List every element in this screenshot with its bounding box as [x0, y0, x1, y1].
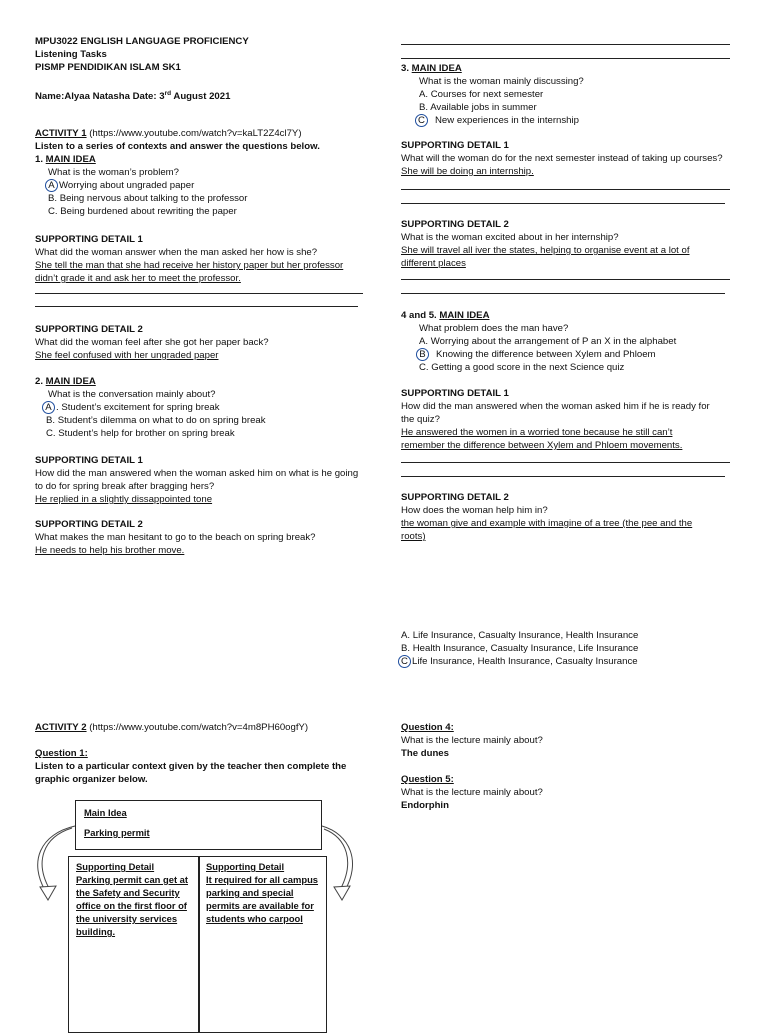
q45-question: What problem does the man have? — [419, 323, 569, 334]
q3-option-c — [415, 114, 579, 127]
q3-sd1-answer: She will be doing an internship. — [401, 166, 534, 177]
q3-sd2-answer-line1: She will travel all iver the states, helping to organise event at a lot of — [401, 245, 690, 256]
question4-answer: The dunes — [401, 748, 449, 759]
main-idea-box — [75, 800, 322, 850]
insurance-option-a: A. Life Insurance, Casualty Insurance, Health Insurance — [401, 630, 639, 641]
q1-option-a — [45, 179, 194, 192]
q1-sd2-question: What did the woman feel after she got her paper back? — [35, 337, 269, 348]
detail1-line: building. — [76, 926, 116, 937]
answer-rule — [401, 476, 725, 477]
q2-heading — [35, 375, 96, 388]
q3-heading — [401, 62, 462, 75]
question4-label: Question 4: — [401, 722, 454, 733]
q45-heading — [401, 309, 490, 322]
q3-sd1-heading: SUPPORTING DETAIL 1 — [401, 140, 509, 151]
detail2-line: students who carpool — [206, 913, 303, 924]
task-title: Listening Tasks — [35, 49, 107, 60]
answer-rule — [401, 203, 725, 204]
q45-option-a: A. Worrying about the arrangement of P an X in the alphabet — [419, 336, 677, 347]
q45-sd2-answer-line2: roots) — [401, 531, 426, 542]
answer-rule — [35, 306, 358, 307]
q45-option-b — [416, 348, 656, 361]
q3-option-a: A. Courses for next semester — [419, 89, 544, 100]
activity1-title: ACTIVITY 1 — [35, 128, 87, 139]
q3-sd1-question: What will the woman do for the next semester instead of taking up courses? — [401, 153, 723, 164]
q1-option-c: C. Being burdened about rewriting the paper — [48, 206, 237, 217]
question1-instruction-line2: graphic organizer below. — [35, 774, 148, 785]
question1-label: Question 1: — [35, 748, 88, 759]
insurance-option-c — [398, 655, 638, 668]
detail1-line: office on the first floor of — [76, 900, 187, 911]
insurance-option-b: B. Health Insurance, Casualty Insurance, Life Insurance — [401, 643, 639, 654]
answer-circle: A — [45, 179, 58, 192]
q45-sd1-question-line2: the quiz? — [401, 414, 440, 425]
date-superscript: rd — [164, 90, 172, 97]
main-idea-value: Parking permit — [84, 827, 150, 838]
q45-number: 4 and 5. — [401, 310, 440, 321]
q2-number: 2. — [35, 376, 46, 387]
left-arrow-head — [40, 886, 56, 900]
question5-label: Question 5: — [401, 774, 454, 785]
q2-option-a — [42, 401, 220, 414]
q45-option-b-text: Knowing the difference between Xylem and Phloem — [436, 349, 656, 360]
q45-sd1-question-line1: How did the man answered when the woman asked him if he is ready for — [401, 401, 710, 412]
q1-option-b: B. Being nervous about talking to the professor — [48, 193, 248, 204]
activity1-instruction: Listen to a series of contexts and answer the questions below. — [35, 141, 320, 152]
q3-sd2-question: What is the woman excited about in her internship? — [401, 232, 619, 243]
answer-circle: C — [415, 114, 428, 127]
q45-main-idea: MAIN IDEA — [439, 310, 490, 321]
q2-sd1-heading: SUPPORTING DETAIL 1 — [35, 455, 143, 466]
q45-sd2-question: How does the woman help him in? — [401, 505, 548, 516]
q3-option-b: B. Available jobs in summer — [419, 102, 537, 113]
q1-question: What is the woman’s problem? — [48, 167, 179, 178]
q1-main-idea: MAIN IDEA — [45, 154, 96, 165]
activity2-url[interactable]: (https://www.youtube.com/watch?v=4m8PH60ogfY) — [86, 722, 309, 733]
course-title: MPU3022 ENGLISH LANGUAGE PROFICIENCY — [35, 36, 249, 47]
q45-sd2-answer-line1: the woman give and example with imagine of a tree (the pee and the — [401, 518, 693, 529]
detail2-label: Supporting Detail — [206, 861, 285, 872]
q3-sd2-heading: SUPPORTING DETAIL 2 — [401, 219, 509, 230]
q1-sd1-heading: SUPPORTING DETAIL 1 — [35, 234, 143, 245]
answer-rule — [401, 462, 730, 463]
q3-main-idea: MAIN IDEA — [411, 63, 462, 74]
q1-sd1-answer-line1: She tell the man that she had receive her history paper but her professor — [35, 260, 344, 271]
answer-circle: C — [398, 655, 411, 668]
supporting-detail-box-2 — [199, 856, 327, 1033]
q2-question: What is the conversation mainly about? — [48, 389, 216, 400]
activity1-url[interactable]: (https://www.youtube.com/watch?v=kaLT2Z4cl7Y) — [86, 128, 302, 139]
q2-sd2-answer: He needs to help his brother move. — [35, 545, 185, 556]
detail1-line: the university services — [76, 913, 178, 924]
activity1-heading — [35, 127, 302, 140]
q2-sd2-question: What makes the man hesitant to go to the beach on spring break? — [35, 532, 316, 543]
q45-sd2-heading: SUPPORTING DETAIL 2 — [401, 492, 509, 503]
right-arrow-head — [334, 886, 350, 900]
question4-text: What is the lecture mainly about? — [401, 735, 543, 746]
q2-sd1-answer: He replied in a slightly dissappointed tone — [35, 494, 213, 505]
answer-rule — [401, 279, 730, 280]
right-curved-arrow-inner — [324, 829, 348, 890]
main-idea-label: Main Idea — [84, 807, 127, 818]
question5-text: What is the lecture mainly about? — [401, 787, 543, 798]
q2-option-c: C. Student’s help for brother on spring break — [46, 428, 235, 439]
question1-instruction-line1: Listen to a particular context given by the teacher then complete the — [35, 761, 347, 772]
name-date-line — [35, 87, 230, 103]
q2-main-idea: MAIN IDEA — [45, 376, 96, 387]
answer-rule — [401, 58, 730, 59]
q3-option-c-text: New experiences in the internship — [435, 115, 579, 126]
q3-sd2-answer-line2: different places — [401, 258, 466, 269]
detail1-label: Supporting Detail — [76, 861, 155, 872]
detail1-line: the Safety and Security — [76, 887, 180, 898]
q2-option-b: B. Student’s dilemma on what to do on spring break — [46, 415, 266, 426]
q45-sd1-answer-line2: remember the difference between Xylem and Phloem movements. — [401, 440, 683, 451]
answer-circle: A — [42, 401, 55, 414]
q1-sd2-heading: SUPPORTING DETAIL 2 — [35, 324, 143, 335]
q1-sd1-question: What did the woman answer when the man asked her how is she? — [35, 247, 318, 258]
program-title: PISMP PENDIDIKAN ISLAM SK1 — [35, 62, 181, 73]
question5-answer: Endorphin — [401, 800, 449, 811]
q45-sd1-heading: SUPPORTING DETAIL 1 — [401, 388, 509, 399]
answer-rule — [401, 189, 730, 190]
q2-option-a-text: . Student’s excitement for spring break — [56, 402, 220, 413]
q3-number: 3. — [401, 63, 412, 74]
q2-sd1-question-line2: to do for spring break after bragging hers? — [35, 481, 215, 492]
q1-option-a-text: Worrying about ungraded paper — [59, 180, 195, 191]
detail2-line: It required for all campus — [206, 874, 319, 885]
q1-sd1-answer-line2: didn’t grade it and ask her to meet the professor. — [35, 273, 241, 284]
insurance-option-c-text: Life Insurance, Health Insurance, Casualty Insurance — [412, 656, 638, 667]
q2-sd2-heading: SUPPORTING DETAIL 2 — [35, 519, 143, 530]
supporting-detail-box-1 — [68, 856, 199, 1033]
answer-rule — [401, 44, 730, 45]
activity2-heading — [35, 721, 308, 734]
q1-sd2-answer: She feel confused with her ungraded paper — [35, 350, 219, 361]
answer-rule — [35, 293, 363, 294]
q2-sd1-question-line1: How did the man answered when the woman asked him on what is he going — [35, 468, 359, 479]
detail2-line: parking and special — [206, 887, 294, 898]
answer-circle: B — [416, 348, 429, 361]
detail2-line: permits are available for — [206, 900, 314, 911]
name-date-prefix: Name:Alyaa Natasha Date: 3 — [35, 91, 165, 103]
q1-number: 1. — [35, 154, 46, 165]
detail1-line: Parking permit can get at — [76, 874, 189, 885]
q45-sd1-answer-line1: He answered the women in a worried tone because he still can’t — [401, 427, 673, 438]
activity2-title: ACTIVITY 2 — [35, 722, 87, 733]
q1-heading — [35, 153, 96, 166]
name-date-suffix: August 2021 — [171, 91, 231, 103]
q3-question: What is the woman mainly discussing? — [419, 76, 584, 87]
answer-rule — [401, 293, 725, 294]
q45-option-c: C. Getting a good score in the next Science quiz — [419, 362, 625, 373]
